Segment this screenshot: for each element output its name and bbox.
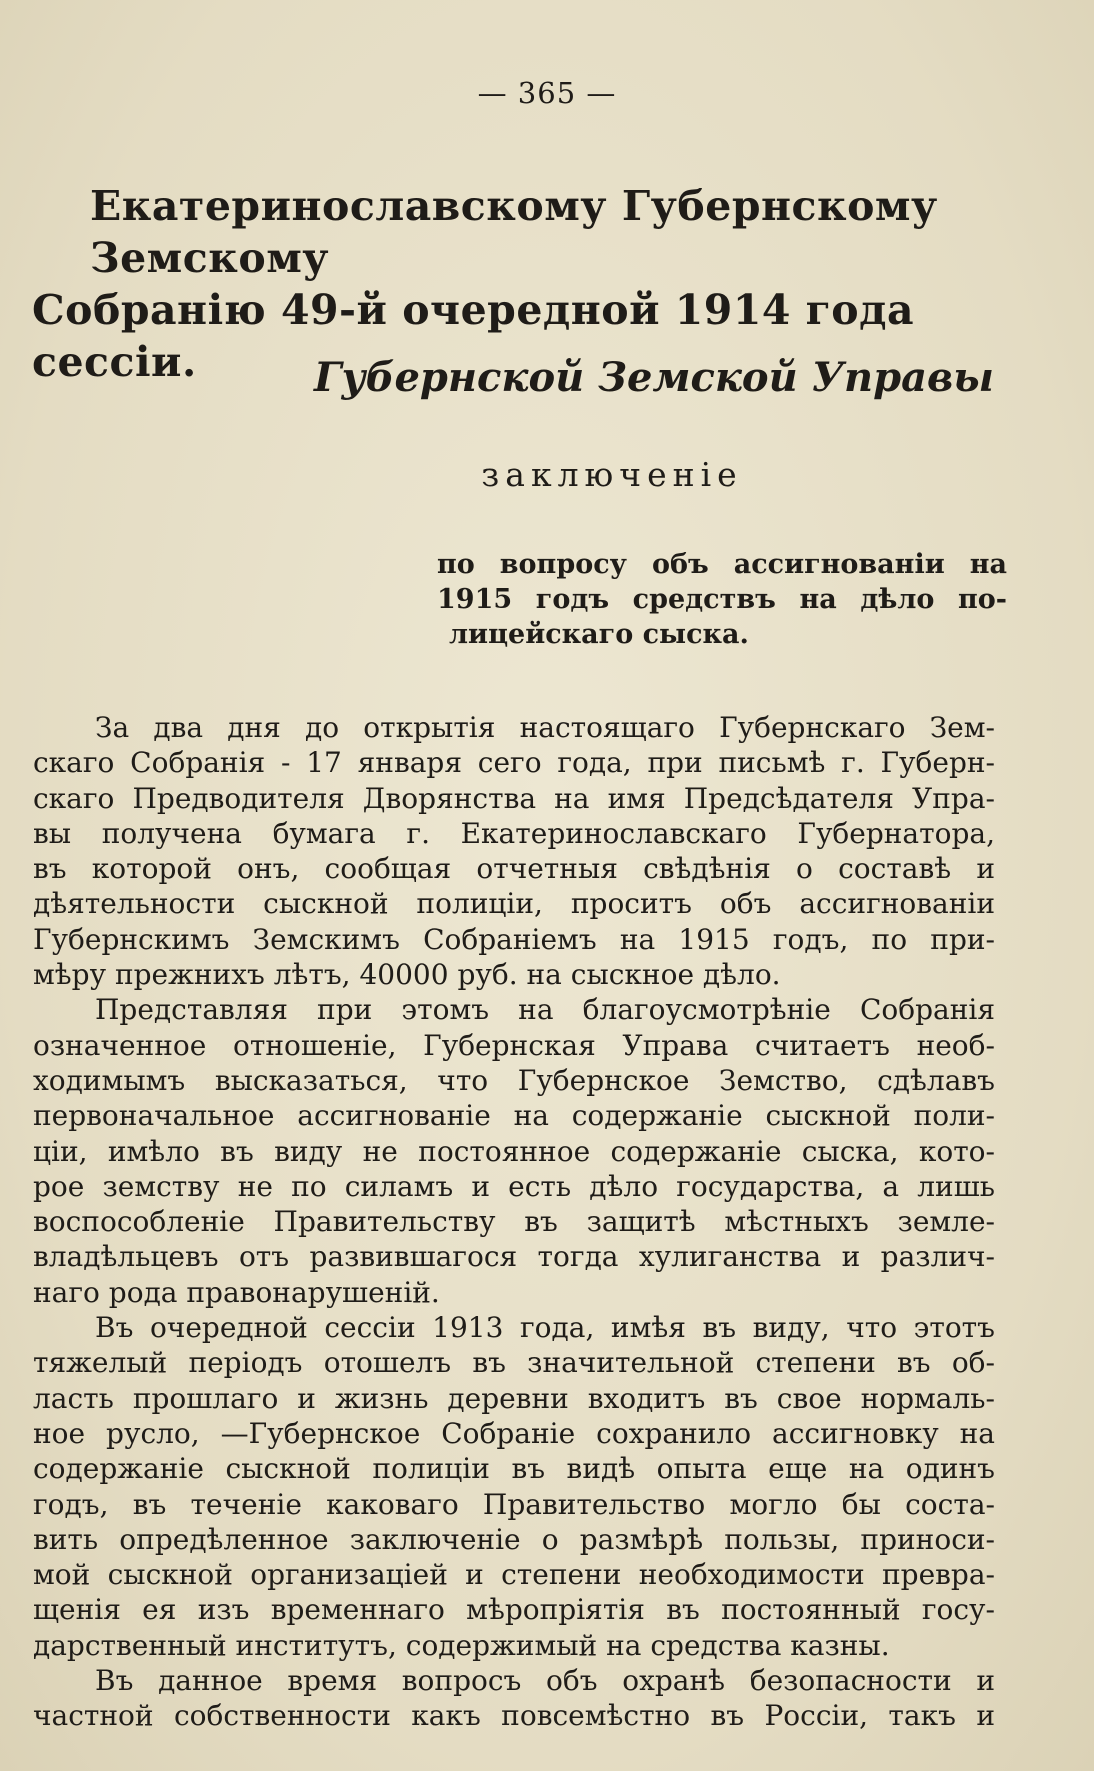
text-line: дарственный институтъ, содержимый на средства казны. bbox=[33, 1628, 890, 1662]
text-line: въ которой онъ, сообщая отчетныя свѣдѣнія о составѣ и bbox=[33, 852, 995, 886]
text-line: мой сыскной организаціей и степени необходимости превра- bbox=[33, 1558, 995, 1592]
body-text bbox=[33, 710, 995, 1734]
text-line: владѣльцевъ отъ развившагося тогда хулиганства и различ- bbox=[33, 1240, 995, 1274]
issuing-authority: Губернской Земской Управы bbox=[314, 354, 994, 401]
section-heading: заключеніе bbox=[481, 455, 743, 494]
text-line: ное русло, —Губернское Собраніе сохранило ассигновку на bbox=[33, 1416, 995, 1450]
text-line: дѣятельности сыскной полиціи, проситъ объ ассигнованіи bbox=[33, 887, 995, 921]
page-number: — 365 — bbox=[477, 76, 617, 110]
text-line: Представляя при этомъ на благоусмотрѣніе Собранія bbox=[95, 993, 995, 1027]
text-line: вы получена бумага г. Екатеринославскаго Губернатора, bbox=[33, 816, 995, 850]
text-line: скаго Предводителя Дворянства на имя Предсѣдателя Упра- bbox=[33, 781, 995, 815]
subject-line: 1915 годъ средствъ на дѣло по- bbox=[437, 584, 1007, 615]
text-line: означенное отношеніе, Губернская Управа считаетъ необ- bbox=[33, 1028, 995, 1062]
text-line: ходимымъ высказаться, что Губернское Земство, сдѣлавъ bbox=[33, 1063, 995, 1097]
text-line: воспособленіе Правительству въ защитѣ мѣстныхъ земле- bbox=[33, 1205, 995, 1239]
paragraph bbox=[33, 992, 995, 1310]
paragraph bbox=[33, 1310, 995, 1663]
title-line-2: Собранію 49-й очередной 1914 года сессіи. bbox=[32, 286, 915, 386]
text-line: скаго Собранія - 17 января сего года, при письмѣ г. Губерн- bbox=[33, 746, 995, 780]
text-line: первоначальное ассигнованіе на содержаніе сыскной поли- bbox=[33, 1099, 995, 1133]
text-line: годъ, въ теченіе каковаго Правительство могло бы соста- bbox=[33, 1487, 995, 1521]
text-line: За два дня до открытія настоящаго Губернскаго Зем- bbox=[95, 711, 995, 744]
subject-line: лицейскаго сыска. bbox=[449, 619, 749, 650]
text-line: ласть прошлаго и жизнь деревни входитъ въ свое нормаль- bbox=[33, 1381, 995, 1415]
paragraph bbox=[33, 710, 995, 992]
text-line: тяжелый періодъ отошелъ въ значительной степени въ об- bbox=[33, 1346, 995, 1380]
text-line: щенія ея изъ временнаго мѣропріятія въ постоянный госу- bbox=[33, 1593, 995, 1627]
text-line: вить опредѣленное заключеніе о размѣрѣ пользы, приноси- bbox=[33, 1522, 995, 1556]
title-line-1: Екатеринославскому Губернскому Земскому bbox=[90, 182, 938, 282]
subject-line: по вопросу объ ассигнованіи на bbox=[437, 549, 1007, 580]
text-line: наго рода правонарушеній. bbox=[33, 1275, 440, 1309]
text-line: мѣру прежнихъ лѣтъ, 40000 руб. на сыскное дѣло. bbox=[33, 958, 781, 992]
text-line: Въ очередной сессіи 1913 года, имѣя въ виду, что этотъ bbox=[95, 1311, 995, 1345]
text-line: ціи, имѣло въ виду не постоянное содержаніе сыска, кото- bbox=[33, 1134, 995, 1168]
text-line: Въ данное время вопросъ объ охранѣ безопасности и bbox=[95, 1664, 995, 1698]
paragraph bbox=[33, 1663, 995, 1734]
text-line: содержаніе сыскной полиціи въ видѣ опыта еще на одинъ bbox=[33, 1452, 995, 1486]
text-line: рое земству не по силамъ и есть дѣло государства, а лишь bbox=[33, 1169, 995, 1203]
text-line: Губернскимъ Земскимъ Собраніемъ на 1915 годъ, по при- bbox=[33, 922, 995, 956]
subject-block bbox=[437, 547, 1007, 652]
text-line: частной собственности какъ повсемѣстно въ Россіи, такъ и bbox=[33, 1699, 995, 1733]
